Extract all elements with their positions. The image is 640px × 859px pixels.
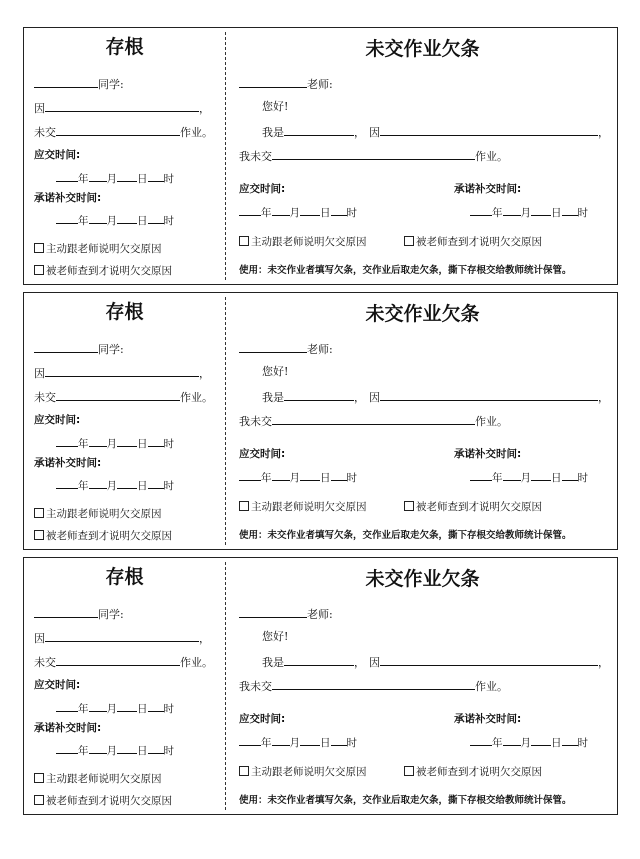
hour-blank[interactable] xyxy=(148,212,164,224)
stub-promise-date xyxy=(56,212,174,228)
month-label: 月 xyxy=(106,745,117,757)
promise-date xyxy=(470,734,588,750)
checkbox[interactable] xyxy=(404,766,414,776)
reason-blank[interactable] xyxy=(380,389,598,401)
comma: ， xyxy=(199,632,210,645)
teacher-name-blank[interactable] xyxy=(239,341,307,353)
reason-blank[interactable] xyxy=(380,654,598,666)
month-label: 月 xyxy=(106,703,117,715)
iou-title: 未交作业欠条 xyxy=(365,568,480,590)
month-blank[interactable] xyxy=(272,469,290,481)
i-owe-label: 我未交 xyxy=(239,680,272,693)
month-label: 月 xyxy=(106,480,117,492)
hour-label: 时 xyxy=(163,703,174,715)
teacher-line xyxy=(239,76,333,92)
stub-title: 存根 xyxy=(105,566,144,588)
day-label: 日 xyxy=(551,472,562,484)
option-1[interactable] xyxy=(239,235,367,249)
i-am-label: 我是 xyxy=(262,126,284,139)
year-blank[interactable] xyxy=(56,742,78,754)
student-name-blank[interactable] xyxy=(284,654,354,666)
student-name-blank[interactable] xyxy=(284,124,354,136)
year-blank[interactable] xyxy=(470,469,492,481)
stub-promise-label: 承诺补交时间: xyxy=(34,722,102,734)
day-blank[interactable] xyxy=(117,742,137,754)
checkbox[interactable] xyxy=(34,795,44,805)
option-2[interactable] xyxy=(404,500,542,514)
hour-blank[interactable] xyxy=(148,435,164,447)
year-label: 年 xyxy=(78,438,89,450)
month-label: 月 xyxy=(520,737,531,749)
subject-blank[interactable] xyxy=(56,389,180,401)
month-blank[interactable] xyxy=(89,742,107,754)
hour-label: 时 xyxy=(163,480,174,492)
teacher-suffix: 老师: xyxy=(307,608,333,621)
student-name-blank[interactable] xyxy=(284,389,354,401)
owe-prefix: 未交 xyxy=(34,391,56,404)
year-label: 年 xyxy=(492,472,503,484)
stub-promise-date xyxy=(56,742,174,758)
self-intro-line xyxy=(262,654,609,670)
year-label: 年 xyxy=(78,480,89,492)
day-blank[interactable] xyxy=(300,734,320,746)
hour-label: 时 xyxy=(577,737,588,749)
stub-reason-line xyxy=(34,100,210,116)
stub-due-label: 应交时间: xyxy=(34,149,81,161)
hour-blank[interactable] xyxy=(148,170,164,182)
stub-title: 存根 xyxy=(105,36,144,58)
checkbox[interactable] xyxy=(239,766,249,776)
option-label: 被老师查到才说明欠交原因 xyxy=(416,766,542,778)
day-label: 日 xyxy=(320,207,331,219)
iou-slip-2 xyxy=(23,292,618,550)
stub-title: 存根 xyxy=(105,301,144,323)
option-label: 主动跟老师说明欠交原因 xyxy=(251,236,367,248)
year-label: 年 xyxy=(261,207,272,219)
day-label: 日 xyxy=(137,745,148,757)
self-intro-line xyxy=(262,389,609,405)
hour-blank[interactable] xyxy=(331,204,347,216)
month-label: 月 xyxy=(520,207,531,219)
month-blank[interactable] xyxy=(503,204,521,216)
option-label: 被老师查到才说明欠交原因 xyxy=(46,530,172,542)
year-blank[interactable] xyxy=(470,204,492,216)
month-label: 月 xyxy=(289,737,300,749)
promise-date xyxy=(470,204,588,220)
hour-label: 时 xyxy=(346,207,357,219)
month-blank[interactable] xyxy=(89,170,107,182)
comma: ， xyxy=(354,391,365,404)
option-label: 被老师查到才说明欠交原因 xyxy=(416,236,542,248)
teacher-suffix: 老师: xyxy=(307,78,333,91)
usage-note: 使用：未交作业者填写欠条，交作业后取走欠条，撕下存根交给教师统计保管。 xyxy=(239,530,572,541)
reason-blank[interactable] xyxy=(380,124,598,136)
self-intro-line xyxy=(262,124,609,140)
stub-reason-line xyxy=(34,630,210,646)
checkbox[interactable] xyxy=(34,508,44,518)
day-label: 日 xyxy=(137,703,148,715)
stub-due-date xyxy=(56,170,174,186)
month-label: 月 xyxy=(106,438,117,450)
day-blank[interactable] xyxy=(300,469,320,481)
stub-option-2[interactable] xyxy=(34,264,172,278)
i-owe-label: 我未交 xyxy=(239,150,272,163)
year-label: 年 xyxy=(78,703,89,715)
stub-promise-label: 承诺补交时间: xyxy=(34,192,102,204)
owe-suffix: 作业。 xyxy=(180,656,213,669)
checkbox[interactable] xyxy=(34,530,44,540)
owe-suffix: 作业。 xyxy=(180,126,213,139)
checkbox[interactable] xyxy=(34,243,44,253)
teacher-name-blank[interactable] xyxy=(239,76,307,88)
year-blank[interactable] xyxy=(239,734,261,746)
year-label: 年 xyxy=(492,207,503,219)
day-blank[interactable] xyxy=(531,734,551,746)
option-label: 主动跟老师说明欠交原因 xyxy=(46,243,162,255)
comma: ， xyxy=(354,656,365,669)
option-label: 主动跟老师说明欠交原因 xyxy=(46,508,162,520)
checkbox[interactable] xyxy=(34,265,44,275)
due-date xyxy=(239,204,357,220)
student-suffix: 同学: xyxy=(98,608,124,621)
option-label: 被老师查到才说明欠交原因 xyxy=(46,265,172,277)
hour-blank[interactable] xyxy=(562,204,578,216)
stub-due-date xyxy=(56,435,174,451)
because-label: 因 xyxy=(369,656,380,669)
comma: ， xyxy=(598,656,609,669)
comma: ， xyxy=(199,367,210,380)
option-label: 被老师查到才说明欠交原因 xyxy=(46,795,172,807)
stub-option-1[interactable] xyxy=(34,507,162,521)
day-label: 日 xyxy=(551,207,562,219)
year-blank[interactable] xyxy=(239,204,261,216)
checkbox[interactable] xyxy=(34,773,44,783)
option-1[interactable] xyxy=(239,765,367,779)
owe-line xyxy=(239,413,508,429)
iou-title: 未交作业欠条 xyxy=(365,303,480,325)
hour-label: 时 xyxy=(577,472,588,484)
option-label: 主动跟老师说明欠交原因 xyxy=(251,501,367,513)
student-suffix: 同学: xyxy=(98,78,124,91)
year-blank[interactable] xyxy=(56,477,78,489)
stub-student-line xyxy=(34,341,124,357)
month-blank[interactable] xyxy=(503,734,521,746)
hour-label: 时 xyxy=(163,215,174,227)
stub-reason-line xyxy=(34,365,210,381)
owe-suffix: 作业。 xyxy=(475,415,508,428)
promise-label: 承诺补交时间: xyxy=(454,183,522,195)
because-label: 因 xyxy=(369,126,380,139)
day-label: 日 xyxy=(320,737,331,749)
teacher-name-blank[interactable] xyxy=(239,606,307,618)
usage-note: 使用：未交作业者填写欠条，交作业后取走欠条，撕下存根交给教师统计保管。 xyxy=(239,265,572,276)
i-am-label: 我是 xyxy=(262,391,284,404)
stub-student-line xyxy=(34,76,124,92)
tear-line xyxy=(225,297,226,545)
stub-option-2[interactable] xyxy=(34,794,172,808)
stub-student-line xyxy=(34,606,124,622)
owe-suffix: 作业。 xyxy=(475,680,508,693)
promise-label: 承诺补交时间: xyxy=(454,713,522,725)
hour-label: 时 xyxy=(163,438,174,450)
month-label: 月 xyxy=(289,472,300,484)
month-label: 月 xyxy=(106,215,117,227)
hour-blank[interactable] xyxy=(148,477,164,489)
option-label: 主动跟老师说明欠交原因 xyxy=(46,773,162,785)
hour-blank[interactable] xyxy=(562,734,578,746)
stub-due-date xyxy=(56,700,174,716)
comma: ， xyxy=(354,126,365,139)
tear-line xyxy=(225,32,226,280)
year-blank[interactable] xyxy=(56,700,78,712)
checkbox[interactable] xyxy=(404,236,414,246)
year-label: 年 xyxy=(261,472,272,484)
hour-blank[interactable] xyxy=(148,742,164,754)
subject-blank[interactable] xyxy=(56,654,180,666)
stub-due-label: 应交时间: xyxy=(34,414,81,426)
student-name-blank[interactable] xyxy=(34,606,98,618)
hour-blank[interactable] xyxy=(562,469,578,481)
year-blank[interactable] xyxy=(56,212,78,224)
reason-prefix: 因 xyxy=(34,367,45,380)
month-blank[interactable] xyxy=(272,734,290,746)
month-blank[interactable] xyxy=(89,212,107,224)
promise-date xyxy=(470,469,588,485)
year-label: 年 xyxy=(492,737,503,749)
stub-promise-label: 承诺补交时间: xyxy=(34,457,102,469)
subject-blank[interactable] xyxy=(272,148,475,160)
year-blank[interactable] xyxy=(470,734,492,746)
due-label: 应交时间: xyxy=(239,713,286,725)
checkbox[interactable] xyxy=(239,501,249,511)
stub-owe-line xyxy=(34,389,213,405)
month-blank[interactable] xyxy=(272,204,290,216)
day-blank[interactable] xyxy=(117,212,137,224)
day-label: 日 xyxy=(137,215,148,227)
promise-label: 承诺补交时间: xyxy=(454,448,522,460)
day-blank[interactable] xyxy=(117,477,137,489)
owe-line xyxy=(239,148,508,164)
stub-due-label: 应交时间: xyxy=(34,679,81,691)
day-blank[interactable] xyxy=(117,435,137,447)
hour-blank[interactable] xyxy=(331,734,347,746)
year-label: 年 xyxy=(78,173,89,185)
comma: ， xyxy=(598,391,609,404)
hour-blank[interactable] xyxy=(331,469,347,481)
year-blank[interactable] xyxy=(239,469,261,481)
year-label: 年 xyxy=(78,215,89,227)
student-name-blank[interactable] xyxy=(34,76,98,88)
month-blank[interactable] xyxy=(503,469,521,481)
day-label: 日 xyxy=(137,173,148,185)
usage-note: 使用：未交作业者填写欠条，交作业后取走欠条，撕下存根交给教师统计保管。 xyxy=(239,795,572,806)
hour-label: 时 xyxy=(163,745,174,757)
day-label: 日 xyxy=(320,472,331,484)
year-label: 年 xyxy=(261,737,272,749)
reason-blank[interactable] xyxy=(45,365,199,377)
stub-owe-line xyxy=(34,654,213,670)
owe-suffix: 作业。 xyxy=(180,391,213,404)
because-label: 因 xyxy=(369,391,380,404)
year-label: 年 xyxy=(78,745,89,757)
hour-label: 时 xyxy=(346,472,357,484)
subject-blank[interactable] xyxy=(56,124,180,136)
month-blank[interactable] xyxy=(89,477,107,489)
hour-blank[interactable] xyxy=(148,700,164,712)
hour-label: 时 xyxy=(346,737,357,749)
comma: ， xyxy=(598,126,609,139)
day-label: 日 xyxy=(137,480,148,492)
comma: ， xyxy=(199,102,210,115)
day-blank[interactable] xyxy=(531,204,551,216)
due-label: 应交时间: xyxy=(239,448,286,460)
owe-prefix: 未交 xyxy=(34,126,56,139)
checkbox[interactable] xyxy=(404,501,414,511)
greeting: 您好! xyxy=(262,100,289,113)
owe-prefix: 未交 xyxy=(34,656,56,669)
option-1[interactable] xyxy=(239,500,367,514)
day-label: 日 xyxy=(137,438,148,450)
student-name-blank[interactable] xyxy=(34,341,98,353)
subject-blank[interactable] xyxy=(272,413,475,425)
day-label: 日 xyxy=(551,737,562,749)
month-blank[interactable] xyxy=(89,700,107,712)
month-label: 月 xyxy=(289,207,300,219)
day-blank[interactable] xyxy=(531,469,551,481)
tear-line xyxy=(225,562,226,810)
teacher-line xyxy=(239,341,333,357)
day-blank[interactable] xyxy=(117,170,137,182)
due-date xyxy=(239,734,357,750)
option-2[interactable] xyxy=(404,765,542,779)
stub-option-1[interactable] xyxy=(34,772,162,786)
due-label: 应交时间: xyxy=(239,183,286,195)
day-blank[interactable] xyxy=(300,204,320,216)
student-suffix: 同学: xyxy=(98,343,124,356)
reason-prefix: 因 xyxy=(34,102,45,115)
iou-slip-3 xyxy=(23,557,618,815)
option-label: 主动跟老师说明欠交原因 xyxy=(251,766,367,778)
hour-label: 时 xyxy=(163,173,174,185)
month-label: 月 xyxy=(520,472,531,484)
i-owe-label: 我未交 xyxy=(239,415,272,428)
reason-prefix: 因 xyxy=(34,632,45,645)
option-label: 被老师查到才说明欠交原因 xyxy=(416,501,542,513)
due-date xyxy=(239,469,357,485)
i-am-label: 我是 xyxy=(262,656,284,669)
owe-suffix: 作业。 xyxy=(475,150,508,163)
month-blank[interactable] xyxy=(89,435,107,447)
stub-option-1[interactable] xyxy=(34,242,162,256)
greeting: 您好! xyxy=(262,365,289,378)
teacher-line xyxy=(239,606,333,622)
reason-blank[interactable] xyxy=(45,100,199,112)
reason-blank[interactable] xyxy=(45,630,199,642)
day-blank[interactable] xyxy=(117,700,137,712)
iou-slip-1 xyxy=(23,27,618,285)
owe-line xyxy=(239,678,508,694)
subject-blank[interactable] xyxy=(272,678,475,690)
hour-label: 时 xyxy=(577,207,588,219)
option-2[interactable] xyxy=(404,235,542,249)
year-blank[interactable] xyxy=(56,170,78,182)
year-blank[interactable] xyxy=(56,435,78,447)
teacher-suffix: 老师: xyxy=(307,343,333,356)
month-label: 月 xyxy=(106,173,117,185)
iou-title: 未交作业欠条 xyxy=(365,38,480,60)
stub-option-2[interactable] xyxy=(34,529,172,543)
checkbox[interactable] xyxy=(239,236,249,246)
stub-promise-date xyxy=(56,477,174,493)
stub-owe-line xyxy=(34,124,213,140)
greeting: 您好! xyxy=(262,630,289,643)
